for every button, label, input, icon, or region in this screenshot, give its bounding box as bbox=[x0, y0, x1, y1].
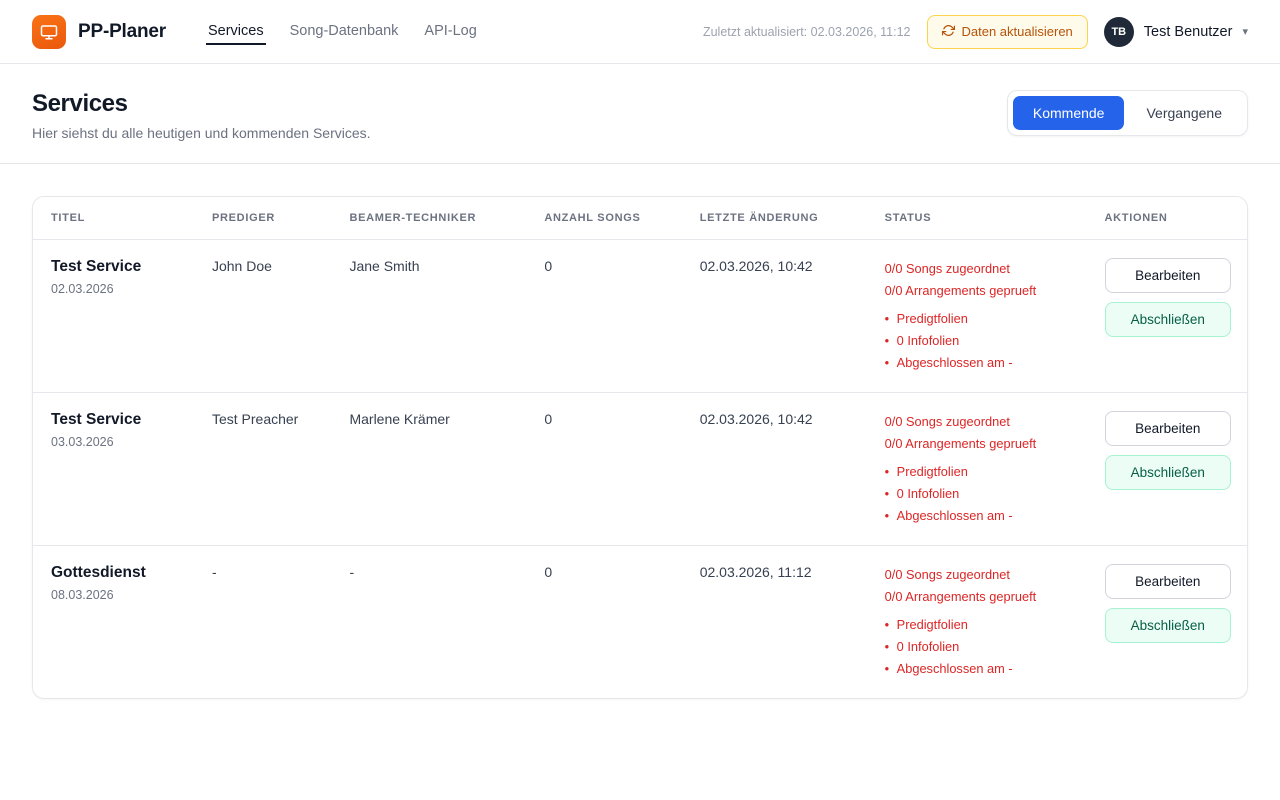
cell-aktionen bbox=[1089, 393, 1247, 546]
edit-button[interactable]: Bearbeiten bbox=[1105, 564, 1231, 599]
service-title: Test Service bbox=[51, 258, 142, 275]
column-header-beamer-techniker: BEAMER-TECHNIKER bbox=[333, 197, 528, 240]
refresh-button-label: Daten aktualisieren bbox=[961, 24, 1073, 39]
service-date: 02.03.2026 bbox=[51, 282, 114, 296]
cell-status bbox=[869, 546, 1089, 699]
table-row bbox=[33, 240, 1247, 393]
status-arrangements: 0/0 Arrangements geprueft bbox=[884, 283, 1037, 298]
edit-button[interactable]: Bearbeiten bbox=[1105, 258, 1231, 293]
cell-letzte-aenderung: 02.03.2026, 11:12 bbox=[699, 564, 812, 580]
finish-button[interactable]: Abschließen bbox=[1105, 608, 1231, 643]
column-header-prediger: PREDIGER bbox=[196, 197, 333, 240]
status-arrangements: 0/0 Arrangements geprueft bbox=[884, 589, 1037, 604]
refresh-data-button[interactable] bbox=[927, 15, 1088, 49]
nav-link-api-log[interactable]: API-Log bbox=[424, 22, 477, 39]
cell-aktionen bbox=[1089, 546, 1247, 699]
status-badge bbox=[885, 258, 1073, 374]
status-abgeschlossen: • Abgeschlossen am - bbox=[885, 352, 1073, 374]
status-infofolien: • 0 Infofolien bbox=[885, 636, 1073, 658]
table-head bbox=[33, 197, 1247, 240]
status-badge bbox=[885, 411, 1073, 527]
cell-beamer: Jane Smith bbox=[333, 240, 528, 393]
user-name: Test Benutzer bbox=[1143, 23, 1233, 40]
page-subtitle: Hier siehst du alle heutigen und kommenden Services. bbox=[32, 125, 371, 141]
cell-anzahl-songs: 0 bbox=[528, 240, 683, 393]
brand[interactable] bbox=[32, 15, 166, 49]
service-title: Gottesdienst bbox=[51, 564, 146, 581]
cell-status bbox=[869, 240, 1089, 393]
status-predigtfolien: • Predigtfolien bbox=[885, 614, 1073, 636]
service-date: 03.03.2026 bbox=[51, 435, 114, 449]
edit-button[interactable]: Bearbeiten bbox=[1105, 411, 1231, 446]
status-badge bbox=[885, 564, 1073, 680]
cell-beamer: - bbox=[349, 564, 355, 580]
cell-titel bbox=[33, 240, 196, 393]
cell-prediger: Test Preacher bbox=[196, 393, 333, 546]
cell-status bbox=[869, 393, 1089, 546]
page-header-text bbox=[32, 90, 371, 141]
column-header-status: STATUS bbox=[869, 197, 1089, 240]
cell-titel bbox=[33, 546, 196, 699]
cell-titel bbox=[33, 393, 196, 546]
table-row bbox=[33, 546, 1247, 699]
monitor-icon bbox=[32, 15, 66, 49]
toggle-vergangene[interactable]: Vergangene bbox=[1126, 96, 1242, 130]
cell-letzte-aenderung: 02.03.2026, 10:42 bbox=[684, 393, 869, 546]
navbar-right bbox=[703, 15, 1248, 49]
services-table bbox=[33, 197, 1247, 698]
avatar: TB bbox=[1104, 17, 1134, 47]
column-header-aktionen: AKTIONEN bbox=[1089, 197, 1247, 240]
user-menu[interactable] bbox=[1104, 17, 1248, 47]
cell-anzahl-songs: 0 bbox=[528, 393, 683, 546]
finish-button[interactable]: Abschließen bbox=[1105, 302, 1231, 337]
column-header-anzahl-songs: ANZAHL SONGS bbox=[528, 197, 683, 240]
time-filter-toggle bbox=[1007, 90, 1248, 136]
table-header-row bbox=[33, 197, 1247, 240]
nav-link-services[interactable]: Services bbox=[206, 19, 266, 45]
status-predigtfolien: • Predigtfolien bbox=[885, 461, 1073, 483]
status-abgeschlossen: • Abgeschlossen am - bbox=[885, 505, 1073, 527]
cell-prediger: John Doe bbox=[196, 240, 333, 393]
row-actions bbox=[1105, 411, 1231, 490]
nav-links bbox=[206, 19, 479, 45]
row-actions bbox=[1105, 564, 1231, 643]
top-navbar bbox=[0, 0, 1280, 64]
main-content bbox=[0, 164, 1280, 731]
services-table-card bbox=[32, 196, 1248, 699]
column-header-letzte-aenderung: LETZTE ÄNDERUNG bbox=[684, 197, 869, 240]
toggle-kommende[interactable]: Kommende bbox=[1013, 96, 1125, 130]
service-date: 08.03.2026 bbox=[51, 588, 114, 602]
status-infofolien: • 0 Infofolien bbox=[885, 330, 1073, 352]
status-arrangements: 0/0 Arrangements geprueft bbox=[884, 436, 1037, 451]
row-actions bbox=[1105, 258, 1231, 337]
status-songs: 0/0 Songs zugeordnet bbox=[884, 414, 1010, 429]
status-songs: 0/0 Songs zugeordnet bbox=[884, 261, 1010, 276]
status-infofolien: • 0 Infofolien bbox=[885, 483, 1073, 505]
service-title: Test Service bbox=[51, 411, 142, 428]
cell-beamer: Marlene Krämer bbox=[333, 393, 528, 546]
page-header bbox=[0, 64, 1280, 164]
cell-prediger: - bbox=[211, 564, 217, 580]
finish-button[interactable]: Abschließen bbox=[1105, 455, 1231, 490]
page-title: Services bbox=[32, 90, 128, 117]
status-predigtfolien: • Predigtfolien bbox=[885, 308, 1073, 330]
cell-anzahl-songs: 0 bbox=[544, 564, 553, 580]
cell-letzte-aenderung: 02.03.2026, 10:42 bbox=[684, 240, 869, 393]
last-updated-text: Zuletzt aktualisiert: 02.03.2026, 11:12 bbox=[702, 24, 911, 39]
nav-link-song-datenbank[interactable]: Song-Datenbank bbox=[289, 22, 399, 39]
table-body bbox=[33, 240, 1247, 699]
column-header-titel: TITEL bbox=[33, 197, 196, 240]
status-songs: 0/0 Songs zugeordnet bbox=[884, 567, 1010, 582]
brand-name: PP-Planer bbox=[78, 20, 166, 42]
cell-aktionen bbox=[1089, 240, 1247, 393]
status-abgeschlossen: • Abgeschlossen am - bbox=[885, 658, 1073, 680]
table-row bbox=[33, 393, 1247, 546]
chevron-down-icon: ▾ bbox=[1242, 26, 1248, 38]
refresh-icon bbox=[942, 24, 955, 40]
